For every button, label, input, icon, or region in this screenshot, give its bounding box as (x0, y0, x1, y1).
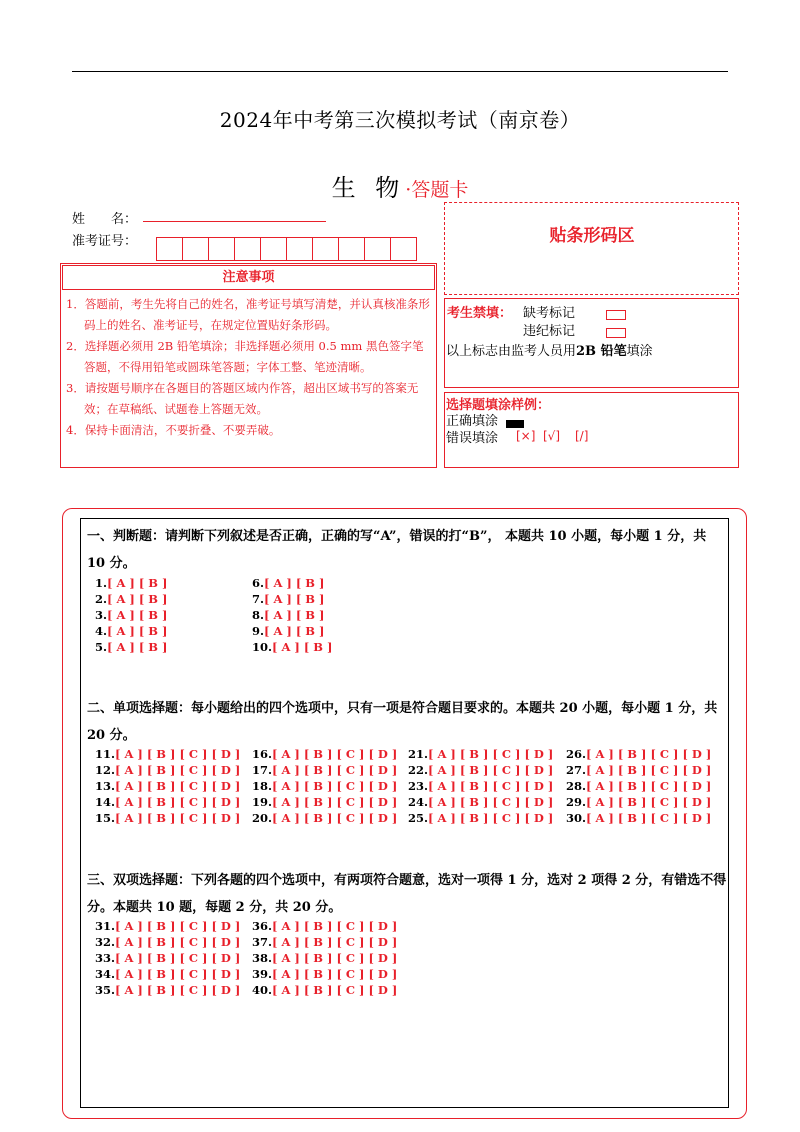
question-row[interactable] (252, 639, 412, 655)
question-row[interactable] (252, 762, 412, 778)
question-column (252, 918, 412, 998)
wrong-mark-check: [√] (543, 429, 561, 443)
question-row[interactable] (252, 918, 412, 934)
question-row[interactable] (252, 982, 412, 998)
answer-options[interactable]: [ A ] [ B ] (107, 624, 168, 638)
answer-options[interactable]: [ A ] [ B ] [ C ] [ D ] (586, 763, 712, 777)
wrong-fill-label: 错误填涂 (446, 431, 499, 446)
question-row[interactable] (566, 794, 726, 810)
question-number: 12. (95, 763, 116, 777)
answer-options[interactable]: [ A ] [ B ] [ C ] [ D ] (586, 779, 712, 793)
question-number: 11. (95, 747, 116, 761)
answer-options[interactable]: [ A ] [ B ] [ C ] [ D ] (115, 967, 241, 981)
answer-options[interactable]: [ A ] [ B ] [ C ] [ D ] (115, 795, 241, 809)
question-number: 30. (566, 811, 587, 825)
exam-title: 2024年中考第三次模拟考试（南京卷） (219, 108, 581, 132)
answer-options[interactable]: [ A ] [ B ] [ C ] [ D ] (272, 951, 398, 965)
question-number: 28. (566, 779, 587, 793)
question-row[interactable] (252, 607, 412, 623)
notice-item: 1．答题前，考生先将自己的姓名，准考证号填写清楚，并认真核准条形码上的姓名、准考证号，在规定位置贴好条形码。 (66, 297, 430, 332)
question-number: 38. (252, 951, 273, 965)
question-row[interactable] (95, 794, 255, 810)
question-row[interactable] (95, 623, 255, 639)
forbidden-note: 以上标志由监考人员用2B 铅笔填涂 (446, 344, 653, 359)
question-row[interactable] (252, 934, 412, 950)
question-column (252, 746, 412, 826)
question-number: 32. (95, 935, 116, 949)
answer-options[interactable]: [ A ] [ B ] [ C ] [ D ] (115, 919, 241, 933)
question-row[interactable] (408, 778, 568, 794)
answer-options[interactable]: [ A ] [ B ] (107, 608, 168, 622)
answer-options[interactable]: [ A ] [ B ] [ C ] [ D ] (272, 811, 398, 825)
question-row[interactable] (252, 591, 412, 607)
answer-options[interactable]: [ A ] [ B ] [ C ] [ D ] (115, 747, 241, 761)
question-row[interactable] (566, 762, 726, 778)
question-number: 25. (408, 811, 429, 825)
question-number: 9. (252, 624, 265, 638)
question-number: 14. (95, 795, 116, 809)
question-row[interactable] (252, 623, 412, 639)
question-number: 3. (95, 608, 108, 622)
fill-sample-title: 选择题填涂样例： (446, 398, 551, 413)
answer-options[interactable]: [ A ] [ B ] [ C ] [ D ] (272, 919, 398, 933)
answer-options[interactable]: [ A ] [ B ] [ C ] [ D ] (115, 779, 241, 793)
question-row[interactable] (252, 778, 412, 794)
answer-options[interactable]: [ A ] [ B ] (264, 608, 325, 622)
correct-fill-label: 正确填涂 (446, 414, 499, 429)
question-column (566, 746, 726, 826)
notice-item: 2．选择题必须用 2B 铅笔填涂；非选择题必须用 0.5 mm 黑色签字笔答题，不得用铅笔或圆珠笔答题；字体工整、笔迹清晰。 (66, 339, 424, 374)
question-row[interactable] (95, 934, 255, 950)
absent-label: 缺考标记 (523, 306, 576, 321)
question-row[interactable] (95, 950, 255, 966)
id-digit-box[interactable] (286, 237, 313, 261)
subject-main: 生 物 (331, 174, 406, 202)
id-digit-box[interactable] (364, 237, 391, 261)
question-number: 10. (252, 640, 273, 654)
answer-options[interactable]: [ A ] [ B ] (107, 576, 168, 590)
id-digit-box[interactable] (208, 237, 235, 261)
section-2-title: 二、单项选择题：每小题给出的四个选项中，只有一项是符合题目要求的。本题共 20 小题，每小题 1 分，共 20 分。 (87, 701, 718, 743)
wrong-mark-cross: [×] (516, 429, 536, 443)
question-number: 39. (252, 967, 273, 981)
answer-options[interactable]: [ A ] [ B ] (264, 624, 325, 638)
id-label: 准考证号： (72, 234, 138, 249)
question-number: 18. (252, 779, 273, 793)
question-column (408, 746, 568, 826)
question-row[interactable] (95, 966, 255, 982)
absent-mark-box[interactable] (606, 305, 626, 324)
barcode-label: 贴条形码区 (549, 226, 635, 246)
question-row[interactable] (252, 746, 412, 762)
answer-options[interactable]: [ A ] [ B ] [ C ] [ D ] (272, 763, 398, 777)
question-column (95, 918, 255, 998)
answer-options[interactable]: [ A ] [ B ] [ C ] [ D ] (586, 811, 712, 825)
question-row[interactable] (95, 918, 255, 934)
notice-title: 注意事项 (62, 265, 435, 290)
question-number: 27. (566, 763, 587, 777)
wrong-mark-slash: [/] (575, 429, 589, 443)
question-number: 15. (95, 811, 116, 825)
answer-options[interactable]: [ A ] [ B ] [ C ] [ D ] (586, 747, 712, 761)
question-row[interactable] (566, 810, 726, 826)
answer-options[interactable]: [ A ] [ B ] [ C ] [ D ] (428, 763, 554, 777)
answer-options[interactable]: [ A ] [ B ] [ C ] [ D ] (272, 935, 398, 949)
answer-options[interactable]: [ A ] [ B ] [ C ] [ D ] (586, 795, 712, 809)
answer-options[interactable]: [ A ] [ B ] [ C ] [ D ] (115, 763, 241, 777)
answer-options[interactable]: [ A ] [ B ] [ C ] [ D ] (272, 795, 398, 809)
question-number: 36. (252, 919, 273, 933)
notice-item: 4．保持卡面清洁，不要折叠、不要弄破。 (66, 423, 281, 437)
question-number: 21. (408, 747, 429, 761)
question-number: 4. (95, 624, 108, 638)
question-number: 13. (95, 779, 116, 793)
answer-options[interactable]: [ A ] [ B ] [ C ] [ D ] (428, 747, 554, 761)
question-number: 34. (95, 967, 116, 981)
question-number: 7. (252, 592, 265, 606)
question-number: 23. (408, 779, 429, 793)
question-number: 8. (252, 608, 265, 622)
notice-item: 3．请按题号顺序在各题目的答题区域内作答，超出区域书写的答案无效；在草稿纸、试题卷上答题无效。 (66, 381, 419, 416)
question-number: 1. (95, 576, 108, 590)
id-digit-box[interactable] (260, 237, 287, 261)
answer-options[interactable]: [ A ] [ B ] [ C ] [ D ] (115, 983, 241, 997)
question-row[interactable] (252, 950, 412, 966)
barcode-area (444, 202, 739, 295)
answer-options[interactable]: [ A ] [ B ] [ C ] [ D ] (428, 795, 554, 809)
question-number: 35. (95, 983, 116, 997)
question-row[interactable] (95, 607, 255, 623)
question-row[interactable] (408, 810, 568, 826)
subject-sub: 答题卡 (411, 179, 469, 201)
id-number-boxes[interactable] (157, 237, 417, 261)
subject-title (0, 168, 800, 203)
question-row[interactable] (95, 778, 255, 794)
question-row[interactable] (95, 810, 255, 826)
top-rule (72, 71, 728, 72)
question-column (95, 575, 255, 655)
notice-list (66, 294, 432, 441)
answer-options[interactable]: [ A ] [ B ] [ C ] [ D ] (272, 779, 398, 793)
section-3-title: 三、双项选择题：下列各题的四个选项中，有两项符合题意，选对一项得 1 分，选对 2 项得 2 分，有错选不得分。本题共 10 题，每题 2 分，共 20 分。 (87, 873, 727, 915)
answer-options[interactable]: [ A ] [ B ] [ C ] [ D ] (272, 983, 398, 997)
question-row[interactable] (566, 778, 726, 794)
question-row[interactable] (252, 966, 412, 982)
name-field[interactable] (143, 221, 326, 222)
answer-options[interactable]: [ A ] [ B ] [ C ] [ D ] (115, 935, 241, 949)
question-number: 22. (408, 763, 429, 777)
question-number: 33. (95, 951, 116, 965)
question-number: 2. (95, 592, 108, 606)
question-row[interactable] (408, 794, 568, 810)
id-digit-box[interactable] (182, 237, 209, 261)
question-number: 40. (252, 983, 273, 997)
question-number: 31. (95, 919, 116, 933)
answer-options[interactable]: [ A ] [ B ] (107, 592, 168, 606)
answer-options[interactable]: [ A ] [ B ] [ C ] [ D ] (272, 967, 398, 981)
question-row[interactable] (95, 746, 255, 762)
name-label: 姓 名： (72, 212, 138, 227)
id-digit-box[interactable] (390, 237, 417, 261)
id-digit-box[interactable] (156, 237, 183, 261)
answer-options[interactable]: [ A ] [ B ] [ C ] [ D ] (428, 779, 554, 793)
question-row[interactable] (408, 746, 568, 762)
question-number: 19. (252, 795, 273, 809)
question-row[interactable] (95, 762, 255, 778)
question-number: 16. (252, 747, 273, 761)
question-row[interactable] (95, 982, 255, 998)
question-row[interactable] (95, 575, 255, 591)
section-1-title: 一、判断题：请判断下列叙述是否正确，正确的写“A”，错误的打“B”， 本题共 10 小题，每小题 1 分，共 10 分。 (87, 529, 707, 571)
violation-label: 违纪标记 (523, 324, 576, 339)
question-number: 37. (252, 935, 273, 949)
answer-options[interactable]: [ A ] [ B ] [ C ] [ D ] (115, 811, 241, 825)
id-digit-box[interactable] (234, 237, 261, 261)
question-number: 26. (566, 747, 587, 761)
question-column (95, 746, 255, 826)
question-number: 17. (252, 763, 273, 777)
id-digit-box[interactable] (338, 237, 365, 261)
answer-options[interactable]: [ A ] [ B ] [ C ] [ D ] (115, 951, 241, 965)
answer-options[interactable]: [ A ] [ B ] (264, 592, 325, 606)
question-number: 5. (95, 640, 108, 654)
answer-options[interactable]: [ A ] [ B ] (272, 640, 333, 654)
question-row[interactable] (252, 575, 412, 591)
answer-options[interactable]: [ A ] [ B ] [ C ] [ D ] (428, 811, 554, 825)
answer-options[interactable]: [ A ] [ B ] (264, 576, 325, 590)
question-row[interactable] (95, 591, 255, 607)
question-row[interactable] (566, 746, 726, 762)
question-row[interactable] (95, 639, 255, 655)
question-row[interactable] (408, 762, 568, 778)
question-number: 24. (408, 795, 429, 809)
question-row[interactable] (252, 810, 412, 826)
answer-options[interactable]: [ A ] [ B ] (107, 640, 168, 654)
subject-dot: · (405, 179, 412, 201)
question-number: 20. (252, 811, 273, 825)
answer-options[interactable]: [ A ] [ B ] [ C ] [ D ] (272, 747, 398, 761)
id-digit-box[interactable] (312, 237, 339, 261)
forbidden-title: 考生禁填： (447, 306, 513, 321)
question-row[interactable] (252, 794, 412, 810)
question-number: 29. (566, 795, 587, 809)
question-number: 6. (252, 576, 265, 590)
question-column (252, 575, 412, 655)
